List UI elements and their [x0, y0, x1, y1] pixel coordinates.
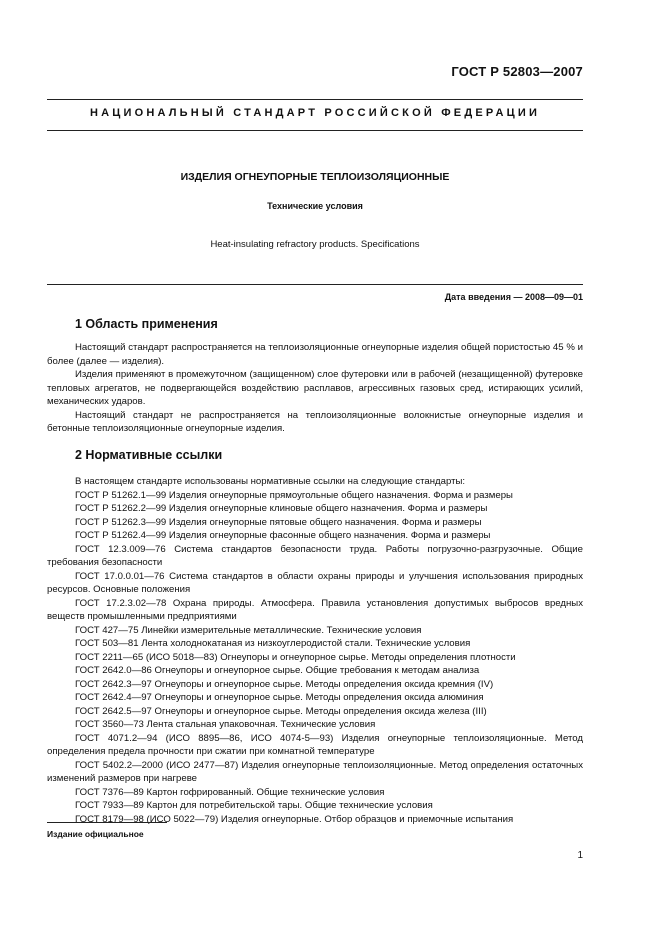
reference-item: ГОСТ 7933—89 Картон для потребительской тары. Общие технические условия — [75, 800, 433, 811]
reference-item: ГОСТ 3560—73 Лента стальная упаковочная. Технические условия — [75, 719, 376, 730]
normative-references — [47, 475, 583, 826]
doc-subtitle: Технические условия — [267, 201, 363, 211]
reference-item: ГОСТ 5402.2—2000 (ИСО 2477—87) Изделия огнеупорные теплоизоляционные. Метод определения остаточных изменений размеров при нагреве — [47, 759, 583, 784]
references-intro: В настоящем стандарте использованы нормативные ссылки на следующие стандарты: — [75, 476, 466, 487]
introduction-date: Дата введения — 2008—09—01 — [444, 292, 583, 302]
section-1-paragraph: Настоящий стандарт распространяется на теплоизоляционные огнеупорные изделия общей пористостью 45 % и более (далее — изделия). — [47, 342, 583, 367]
section-1-heading: 1 Область применения — [75, 317, 218, 331]
header-rule-top — [47, 99, 583, 100]
reference-item: ГОСТ Р 51262.3—99 Изделия огнеупорные пятовые общего назначения. Форма и размеры — [75, 516, 482, 528]
reference-item: ГОСТ 2211—65 (ИСО 5018—83) Огнеупоры и огнеупорное сырье. Методы определения плотности — [75, 651, 516, 663]
section-1-paragraph: Изделия применяют в промежуточном (защищенном) слое футеровки или в рабочей (незащищенной) футеровке тепловых агрегатов, не подвергающейся воздействию расплавов, агрессивных газовых сред, истирающих усилий, механических ударов. — [47, 369, 583, 407]
page-number: 1 — [577, 850, 583, 861]
section-1-body — [47, 341, 583, 436]
footer-rule — [47, 822, 167, 823]
reference-item: ГОСТ 4071.2—94 (ИСО 8895—86, ИСО 4074-5—93) Изделия огнеупорные теплоизоляционные. Метод определения предела прочности при сжатии при комнатной температуре — [47, 732, 583, 757]
reference-item: ГОСТ 2642.0—86 Огнеупоры и огнеупорное сырье. Общие требования к методам анализа — [75, 665, 480, 676]
doc-title: ИЗДЕЛИЯ ОГНЕУПОРНЫЕ ТЕПЛОИЗОЛЯЦИОННЫЕ — [180, 171, 450, 183]
reference-item: ГОСТ Р 51262.4—99 Изделия огнеупорные фасонные общего назначения. Форма и размеры — [75, 530, 491, 541]
title-rule — [47, 284, 583, 285]
reference-item: ГОСТ 8179—98 (ИСО 5022—79) Изделия огнеупорные. Отбор образцов и приемочные испытания — [75, 813, 514, 825]
header-rule-bottom — [47, 130, 583, 131]
reference-item: ГОСТ Р 51262.1—99 Изделия огнеупорные прямоугольные общего назначения. Форма и размеры — [75, 489, 513, 501]
national-standard-banner: НАЦИОНАЛЬНЫЙ СТАНДАРТ РОССИЙСКОЙ ФЕДЕРАЦИИ — [89, 107, 541, 119]
doc-number: ГОСТ Р 52803—2007 — [451, 64, 583, 79]
reference-item: ГОСТ 17.2.3.02—78 Охрана природы. Атмосфера. Правила установления допустимых выбросов вредных веществ промышленными предприятиями — [47, 597, 583, 622]
reference-item: ГОСТ 12.3.009—76 Система стандартов безопасности труда. Работы погрузочно-разгрузочные. Общие требования безопасности — [47, 543, 583, 568]
reference-item: ГОСТ Р 51262.2—99 Изделия огнеупорные клиновые общего назначения. Форма и размеры — [75, 503, 488, 514]
reference-item: ГОСТ 503—81 Лента холоднокатаная из низкоуглеродистой стали. Технические условия — [75, 638, 471, 649]
reference-item: ГОСТ 2642.3—97 Огнеупоры и огнеупорное сырье. Методы определения оксида кремния (IV) — [75, 678, 494, 690]
section-2-heading: 2 Нормативные ссылки — [75, 448, 223, 462]
reference-item: ГОСТ 2642.5—97 Огнеупоры и огнеупорное сырье. Методы определения оксида железа (III) — [75, 705, 487, 717]
reference-item: ГОСТ 7376—89 Картон гофрированный. Общие технические условия — [75, 786, 385, 798]
edition-note: Издание официальное — [47, 829, 144, 839]
doc-title-english: Heat-insulating refractory products. Specifications — [210, 239, 420, 250]
section-1-paragraph: Настоящий стандарт не распространяется на теплоизоляционные волокнистые огнеупорные изделия и бетонные теплоизоляционные огнеупорные изделия. — [47, 409, 583, 434]
reference-item: ГОСТ 427—75 Линейки измерительные металлические. Технические условия — [75, 624, 422, 636]
reference-item: ГОСТ 17.0.0.01—76 Система стандартов в области охраны природы и улучшения использования природных ресурсов. Основные положения — [47, 570, 583, 595]
reference-item: ГОСТ 2642.4—97 Огнеупоры и огнеупорное сырье. Методы определения оксида алюминия — [75, 692, 484, 703]
